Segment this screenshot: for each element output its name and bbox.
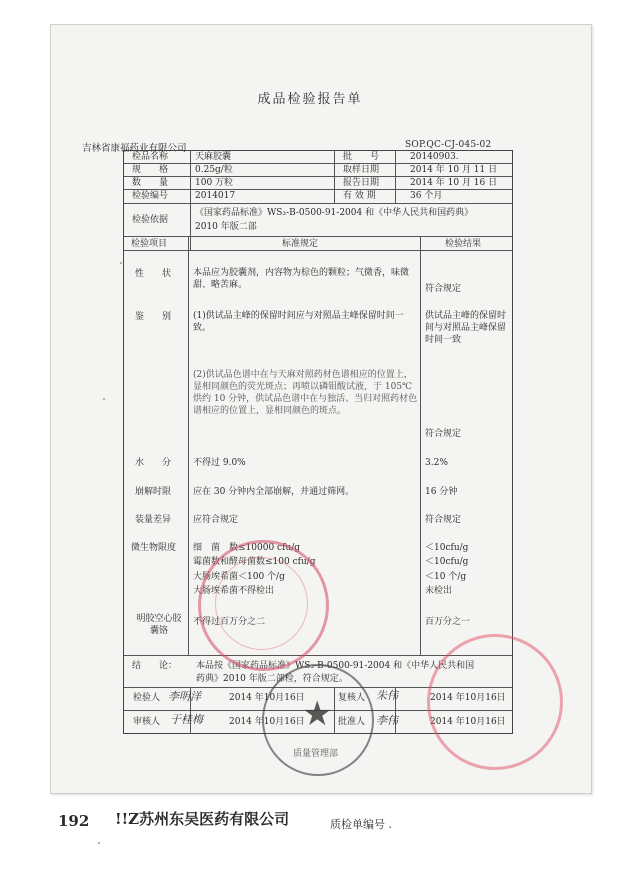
conclusion-label: 结 论： — [132, 661, 178, 671]
spec-value: 0.25g/粒 — [195, 165, 233, 175]
quantity-label: 数 量 — [132, 178, 169, 188]
capsule-chromium-item: 明胶空心胶囊铬 — [136, 614, 182, 636]
microbial-result-2: ＜10cfu/g — [425, 557, 469, 567]
auditor-signature: 于桂梅 — [170, 713, 203, 726]
red-company-seal — [198, 540, 329, 671]
batch-value: 20140903. — [410, 152, 459, 162]
appearance-result: 符合规定 — [425, 284, 462, 294]
microbial-standard-3: 大肠埃希菌＜100 个/g — [193, 572, 285, 582]
column-header-standard: 标准规定 — [282, 239, 319, 249]
microbial-result-4: 未检出 — [425, 586, 453, 596]
column-header-result: 检验结果 — [445, 239, 482, 249]
identification-standard-1: (1)供试品主峰的保留时间应与对照品主峰保留时间一致。 — [193, 311, 404, 333]
appearance-standard: 本品应为胶囊剂，内容物为棕色的颗粒；气微香，味微甜、略苦麻。 — [193, 268, 410, 290]
red-seal-right — [427, 634, 563, 770]
scan-speck — [120, 262, 122, 264]
table-rule — [420, 236, 421, 655]
water-result: 3.2% — [425, 458, 448, 468]
identification-standard-2: (2)供试品色谱中在与天麻对照药材色谱相应的位置上，显相同颜色的荧光斑点；再喷以磷钼酸试液，于 105℃烘约 10 分钟，供试品色谱中在与独活、当归对照药材色谱相应的位置上，显相同颜色的斑点。 — [193, 370, 418, 416]
quantity-value: 100 万粒 — [195, 178, 234, 188]
table-rule — [123, 189, 513, 190]
test-number-label: 检验编号 — [132, 191, 169, 201]
spec-label: 规 格 — [132, 165, 169, 175]
column-header-item: 检验项目 — [131, 239, 168, 249]
reviewer-label: 复核人 — [338, 693, 366, 703]
table-rule — [188, 236, 189, 655]
disintegration-result: 16 分钟 — [425, 487, 458, 497]
validity-value: 36 个月 — [410, 191, 443, 201]
test-number-value: 2014017 — [195, 191, 236, 201]
microbial-result-3: ＜10 个/g — [425, 572, 467, 582]
footer-company: !!Z苏州东吴医药有限公司 — [115, 810, 290, 828]
table-rule — [123, 236, 513, 237]
capsule-chromium-result: 百万分之一 — [425, 617, 471, 627]
fill-weight-standard: 应符合规定 — [193, 515, 239, 525]
auditor-label: 审核人 — [133, 717, 161, 727]
table-rule — [334, 150, 335, 203]
table-rule — [123, 203, 513, 204]
scan-speck — [98, 842, 100, 844]
sample-date-value: 2014 年 10 月 11 日 — [410, 165, 498, 175]
disintegration-standard: 应在 30 分钟内全部崩解，并通过筛网。 — [193, 487, 355, 497]
capsule-chromium-standard: 不得过百万分之二 — [193, 617, 266, 627]
water-item: 水 分 — [135, 458, 172, 468]
page-number: 192 — [58, 812, 90, 830]
conclusion-line-2: 药典》2010 年版二部检，符合规定。 — [196, 674, 348, 684]
reviewer-date: 2014 年10月16日 — [430, 693, 506, 703]
microbial-standard-1: 细 菌 数≤10000 cfu/g — [193, 543, 300, 553]
auditor-date: 2014 年10月16日 — [229, 717, 305, 727]
basis-line-1: 《国家药品标准》WS₃-B-0500-91-2004 和《中华人民共和国药典》 — [195, 208, 474, 218]
sample-date-label: 取样日期 — [343, 165, 380, 175]
validity-label: 有 效 期 — [343, 191, 376, 201]
batch-label: 批 号 — [343, 152, 380, 162]
water-standard: 不得过 9.0% — [193, 458, 246, 468]
report-date-value: 2014 年 10 月 16 日 — [410, 178, 498, 188]
product-value: 天麻胶囊 — [195, 152, 232, 162]
footer-label: 质检单编号 . — [330, 818, 392, 831]
identification-item: 鉴 别 — [135, 312, 172, 322]
scan-speck — [103, 398, 105, 400]
microbial-item: 微生物限度 — [131, 543, 177, 553]
report-title: 成品检验报告单 — [257, 92, 363, 107]
approver-signature: 李伟 — [376, 714, 398, 727]
inspector-label: 检验人 — [133, 693, 161, 703]
quality-dept-seal-text: 质量管理部 — [293, 749, 339, 759]
appearance-item: 性 状 — [135, 269, 172, 279]
microbial-result-1: ＜10cfu/g — [425, 543, 469, 553]
identification-result-1: 供试品主峰的保留时间与对照品主峰保留时间一致 — [425, 311, 507, 345]
sop-number: SOP.QC-CJ-045-02 — [405, 140, 492, 150]
report-date-label: 报告日期 — [343, 178, 380, 188]
identification-result-2: 符合规定 — [425, 429, 462, 439]
company-name: 吉林省康福药业有限公司 — [82, 143, 187, 154]
inspector-signature: 李明洋 — [168, 690, 201, 703]
fill-weight-result: 符合规定 — [425, 515, 462, 525]
basis-line-2: 2010 年版二部 — [195, 222, 257, 232]
table-rule — [123, 250, 513, 251]
star-icon: ★ — [302, 694, 333, 734]
table-rule — [395, 150, 396, 203]
microbial-standard-2: 霉菌数和酵母菌数≤100 cfu/g — [193, 557, 316, 567]
approver-date: 2014 年10月16日 — [430, 717, 506, 727]
approver-label: 批准人 — [338, 717, 366, 727]
conclusion-line-1: 本品按《国家药品标准》WS₃-B-0500-91-2004 和《中华人民共和国 — [196, 661, 475, 671]
microbial-standard-4: 大肠埃希菌不得检出 — [193, 586, 275, 596]
reviewer-signature: 朱伟 — [376, 689, 398, 702]
quality-dept-seal — [262, 664, 374, 776]
inspector-date: 2014 年10月16日 — [229, 693, 305, 703]
basis-label: 检验依据 — [132, 215, 169, 225]
disintegration-item: 崩解时限 — [135, 487, 172, 497]
product-label: 检品名称 — [132, 152, 169, 162]
table-rule — [190, 150, 191, 250]
fill-weight-item: 装量差异 — [135, 515, 172, 525]
